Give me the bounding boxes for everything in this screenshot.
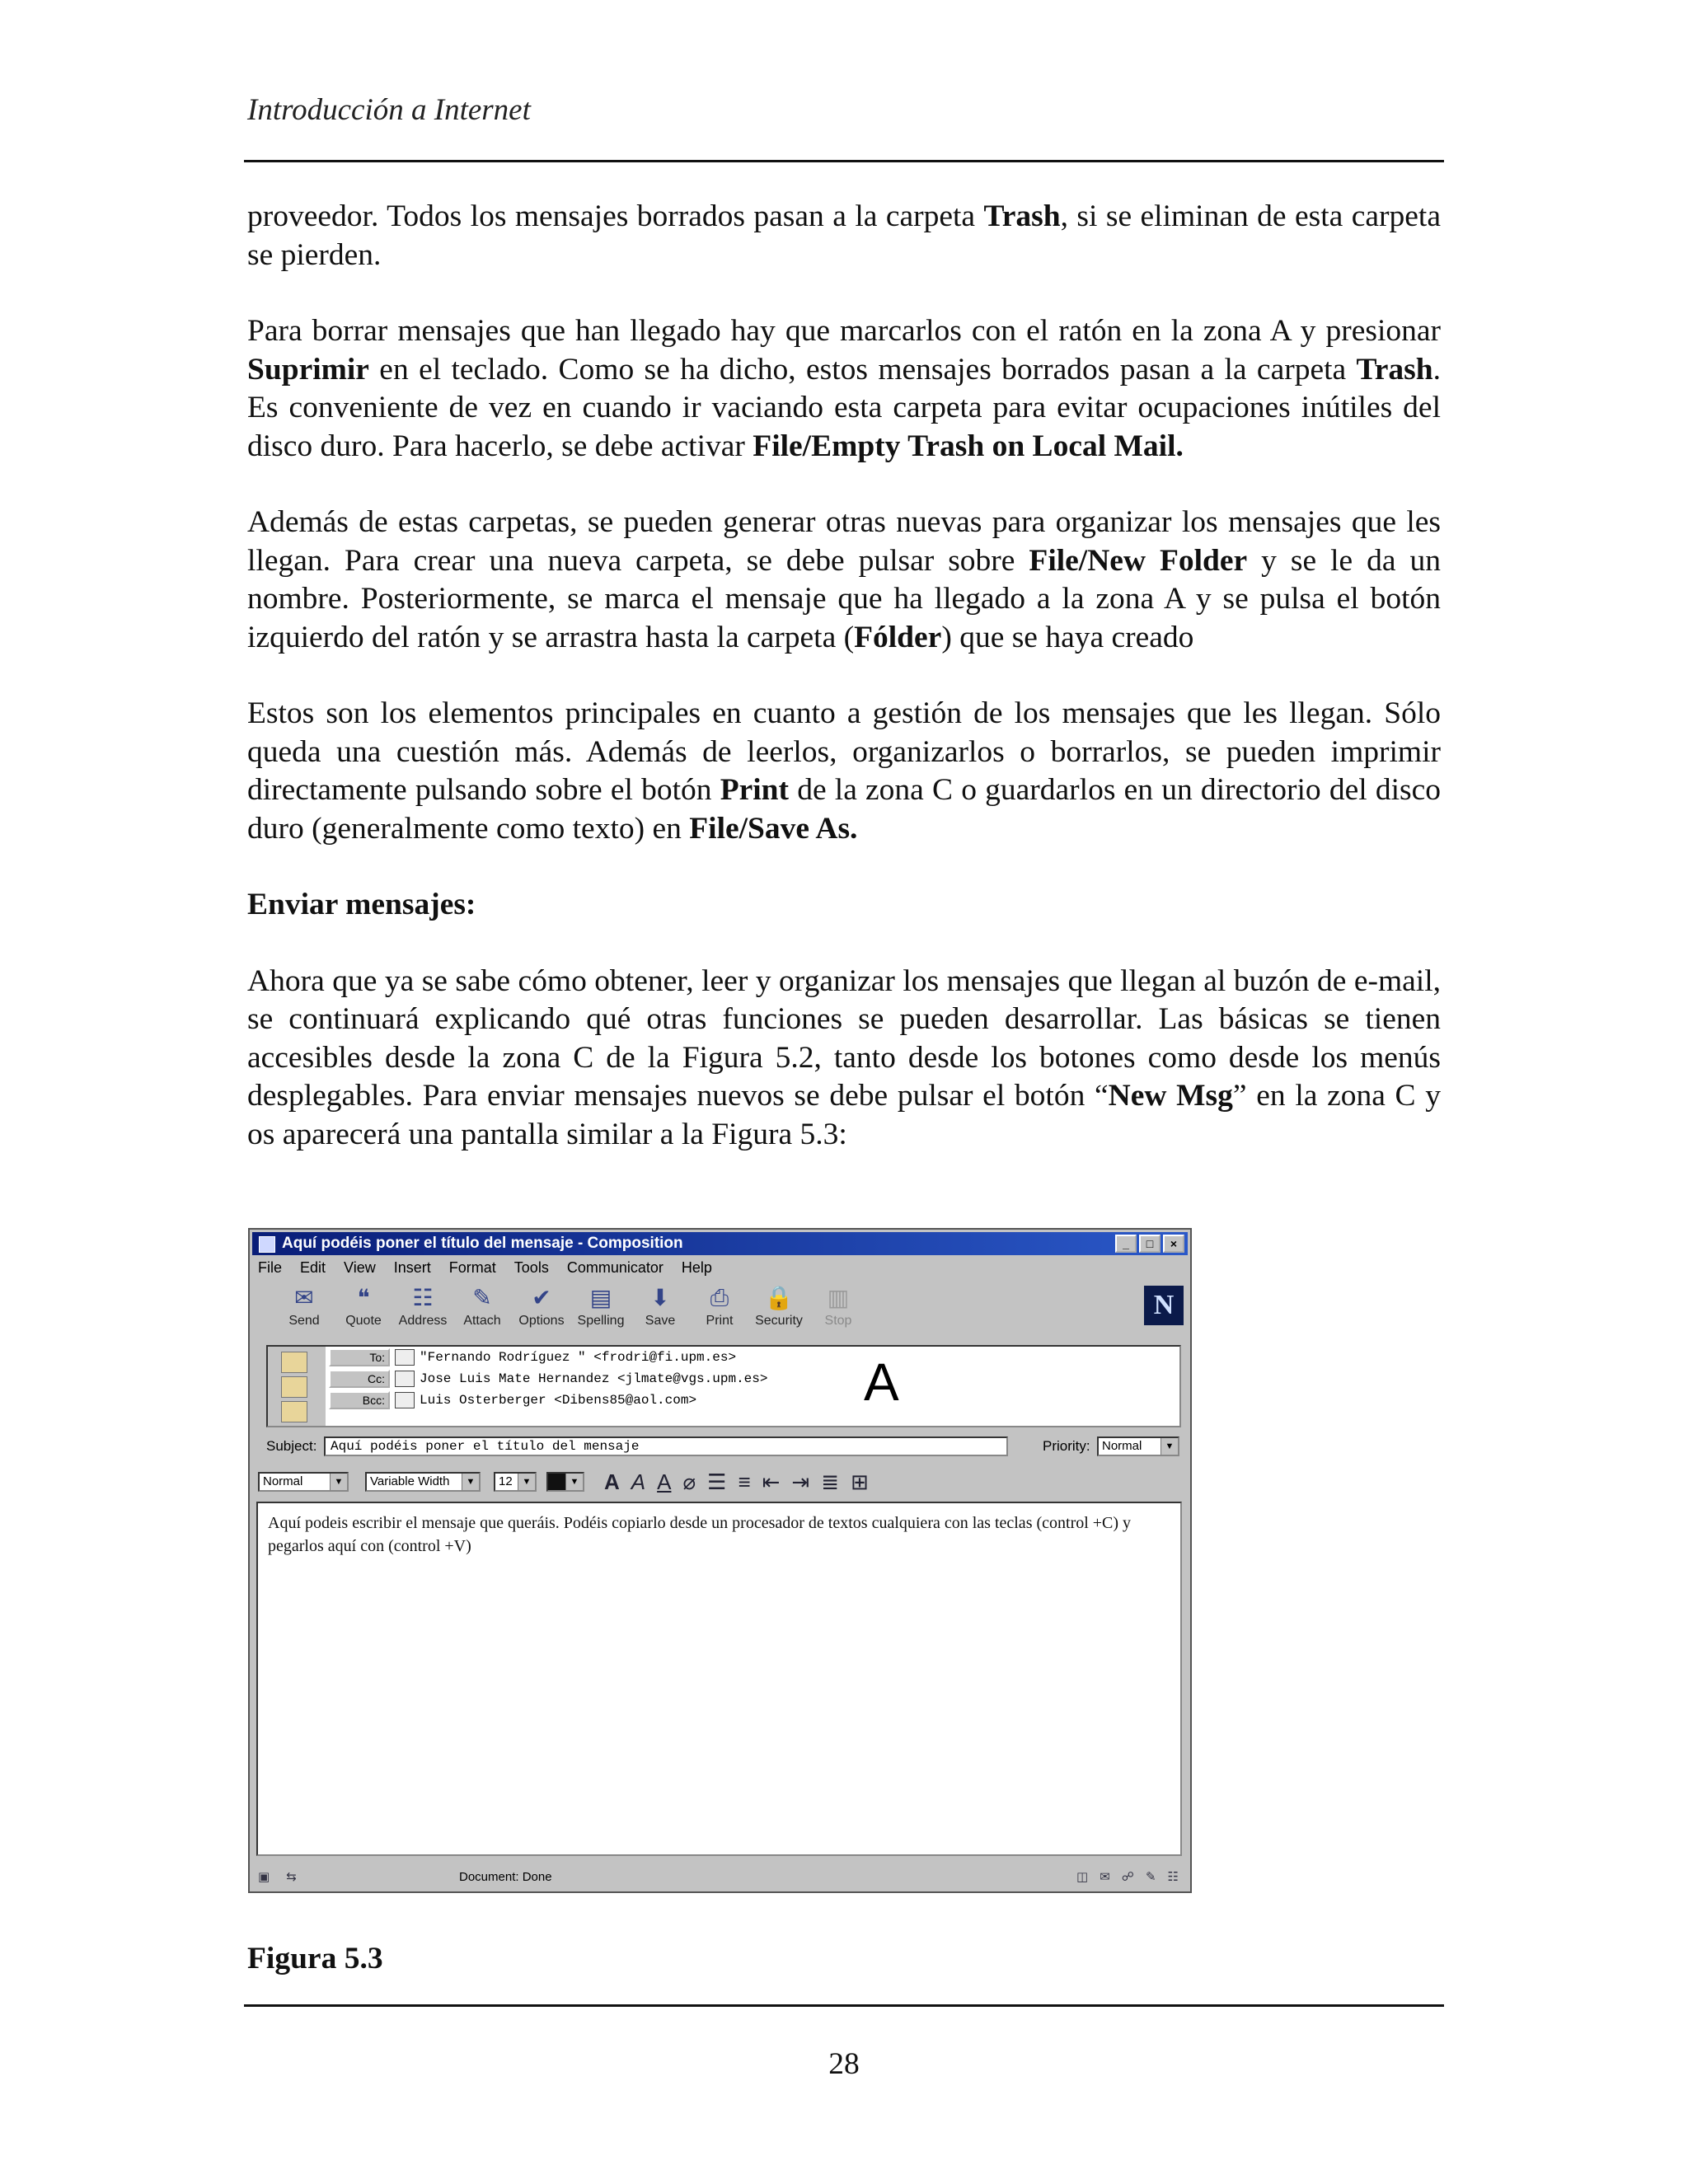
- menu-bar: [258, 1259, 712, 1277]
- mail-icon[interactable]: ✉: [1100, 1870, 1110, 1884]
- chevron-down-icon: ▼: [1160, 1438, 1178, 1455]
- send-icon: ✉: [294, 1285, 314, 1310]
- options-button[interactable]: ✔ Options: [518, 1285, 565, 1328]
- paragraph-5: Ahora que ya se sabe cómo obtener, leer y organizar los mensajes que llegan al buzón de e-mail, se continuará explicando qué otras funciones se pueden desarrollar. Las básicas se tienen accesibles desde la zona C de la Figura 5.2, tanto desde los botones como desde los menús desplegables. Para enviar mensajes nuevos se debe pulsar el botón “New Msg” en la zona C y os aparecerá una pantalla similar a la Figura 5.3:: [247, 963, 1441, 1151]
- printer-icon: ⎙: [710, 1285, 729, 1310]
- toolbar: [278, 1284, 865, 1329]
- message-body[interactable]: Aquí podeis escribir el mensaje que queráis. Podéis copiarlo desde un procesador de textos cualquiera con las teclas (control +C) y pegarlos aquí con (control +V): [256, 1502, 1182, 1856]
- address-card-icon: [395, 1349, 415, 1366]
- address-book-icon[interactable]: ☷: [1167, 1870, 1179, 1884]
- stop-icon: ▥: [827, 1285, 850, 1310]
- window-controls: [1115, 1235, 1184, 1253]
- clear-styles-icon[interactable]: ⌀: [682, 1469, 696, 1494]
- quote-icon: ❝: [357, 1285, 370, 1310]
- subject-input[interactable]: Aquí podéis poner el título del mensaje: [324, 1436, 1008, 1456]
- print-button[interactable]: ⎙ Print: [693, 1284, 746, 1329]
- chevron-down-icon: ▼: [518, 1474, 535, 1490]
- bulleted-list-icon[interactable]: ☰: [707, 1469, 727, 1494]
- subject-label: Subject:: [266, 1438, 317, 1454]
- underline-icon[interactable]: A: [657, 1469, 672, 1494]
- header-rule: [244, 160, 1444, 162]
- paragraph-4: Estos son los elementos principales en cuanto a gestión de los mensajes que les llegan. Sólo queda una cuestión más. Además de leerlos, organizarlos o borrarlos, se pueden imprimir directamente pulsando sobre el botón Print de la zona C o guardarlos en un directorio del disco duro (generalmente como texto) en File/Save As.: [247, 696, 1441, 846]
- spelling-icon: ▤: [589, 1285, 612, 1310]
- address-button[interactable]: ☷ Address: [398, 1285, 448, 1328]
- footer-rule: [244, 2004, 1444, 2007]
- discussions-icon[interactable]: ☍: [1121, 1870, 1134, 1884]
- minimize-button[interactable]: _: [1115, 1235, 1137, 1253]
- component-bar: [1076, 1867, 1179, 1888]
- body-text: [247, 198, 1441, 1192]
- figure-caption: Figura 5.3: [247, 1942, 383, 1975]
- status-icons-left: [258, 1867, 297, 1888]
- close-button[interactable]: ×: [1163, 1235, 1184, 1253]
- maximize-button[interactable]: □: [1139, 1235, 1160, 1253]
- address-tabs: [268, 1347, 326, 1426]
- paragraph-style-select[interactable]: Normal ▼: [258, 1472, 349, 1492]
- status-bar: [253, 1867, 1187, 1888]
- address-tab-icon[interactable]: [281, 1352, 307, 1373]
- recipient-address[interactable]: "Fernando Rodríguez " <frodri@fi.upm.es>: [420, 1350, 737, 1365]
- running-header: Introducción a Internet: [247, 93, 531, 127]
- lock-icon: 🔒: [764, 1285, 794, 1310]
- spelling-button[interactable]: ▤ Spelling: [577, 1285, 625, 1328]
- address-card-icon: [395, 1371, 415, 1387]
- subject-row: [266, 1434, 1181, 1459]
- address-card-icon: [395, 1392, 415, 1408]
- italic-icon[interactable]: A: [631, 1469, 646, 1494]
- recipient-address[interactable]: Luis Osterberger <Dibens85@aol.com>: [420, 1393, 697, 1408]
- menu-tools[interactable]: Tools: [513, 1259, 549, 1276]
- menu-help[interactable]: Help: [681, 1259, 712, 1276]
- address-row-bcc[interactable]: [329, 1391, 696, 1413]
- priority-select[interactable]: Normal ▼: [1097, 1436, 1179, 1456]
- recipient-type-dropdown[interactable]: Bcc:: [329, 1391, 390, 1409]
- address-area: [266, 1345, 1181, 1427]
- app-icon: [259, 1236, 275, 1253]
- page-number: 28: [828, 2047, 860, 2081]
- chevron-down-icon: ▼: [330, 1474, 347, 1490]
- title-bar: [252, 1232, 1188, 1255]
- menu-communicator[interactable]: Communicator: [566, 1259, 663, 1276]
- menu-edit[interactable]: Edit: [300, 1259, 326, 1276]
- numbered-list-icon[interactable]: ≡: [738, 1469, 751, 1494]
- recipient-type-dropdown[interactable]: Cc:: [329, 1370, 390, 1388]
- send-button[interactable]: ✉ Send: [288, 1285, 320, 1328]
- format-toolbar: [258, 1469, 1181, 1497]
- status-text: Document: Done: [459, 1870, 552, 1884]
- align-icon[interactable]: ≣: [821, 1469, 839, 1494]
- format-buttons: [604, 1469, 869, 1495]
- zone-marker-a: A: [864, 1352, 899, 1412]
- recipient-type-dropdown[interactable]: To:: [329, 1348, 390, 1366]
- menu-format[interactable]: Format: [448, 1259, 496, 1276]
- window-title: Aquí podéis poner el título del mensaje - Composition: [282, 1235, 683, 1252]
- section-title: Enviar mensajes:: [247, 888, 476, 921]
- navigator-icon[interactable]: ◫: [1076, 1870, 1089, 1884]
- netscape-logo: N: [1144, 1286, 1184, 1325]
- insert-object-icon[interactable]: ⊞: [851, 1469, 869, 1494]
- attachment-tab-icon[interactable]: [281, 1376, 307, 1398]
- save-button[interactable]: ⬇ Save: [645, 1285, 676, 1328]
- address-row-cc[interactable]: [329, 1370, 767, 1391]
- chevron-down-icon: ▼: [462, 1474, 479, 1490]
- menu-insert[interactable]: Insert: [393, 1259, 431, 1276]
- composition-window-screenshot: [248, 1228, 1192, 1893]
- save-icon: ⬇: [650, 1285, 670, 1310]
- options-tab-icon[interactable]: [281, 1401, 307, 1422]
- decrease-indent-icon[interactable]: ⇤: [762, 1469, 781, 1494]
- bold-icon[interactable]: A: [604, 1469, 620, 1494]
- recipient-address[interactable]: Jose Luis Mate Hernandez <jlmate@vgs.upm.es>: [420, 1371, 768, 1386]
- paperclip-icon: ✎: [472, 1285, 492, 1310]
- increase-indent-icon[interactable]: ⇥: [791, 1469, 810, 1494]
- menu-file[interactable]: File: [258, 1259, 283, 1276]
- paragraph-1: proveedor. Todos los mensajes borrados pasan a la carpeta Trash, si se eliminan de esta carpeta se pierden.: [247, 199, 1441, 272]
- address-book-icon: ☷: [412, 1285, 434, 1310]
- composer-icon[interactable]: ✎: [1145, 1870, 1156, 1884]
- security-button[interactable]: 🔒 Security: [755, 1285, 803, 1328]
- options-icon: ✔: [532, 1285, 551, 1310]
- chevron-down-icon: ▼: [565, 1474, 583, 1490]
- priority-label: Priority:: [1043, 1438, 1090, 1454]
- security-status-icon[interactable]: ▣: [258, 1870, 270, 1884]
- connection-status-icon[interactable]: ⇆: [286, 1870, 297, 1884]
- attach-button[interactable]: ✎ Attach: [463, 1285, 501, 1328]
- paragraph-3: Además de estas carpetas, se pueden generar otras nuevas para organizar los mensajes que les llegan. Para crear una nueva carpeta, se debe pulsar sobre File/New Folder y se le da un nombre. Posteriormente, se marca el mensaje que ha llegado a la zona A y se pulsa el botón izquierdo del ratón y se arrastra hasta la carpeta (Fólder) que se haya creado: [247, 505, 1441, 654]
- font-face-select[interactable]: Variable Width ▼: [365, 1472, 481, 1492]
- quote-button[interactable]: ❝ Quote: [345, 1285, 382, 1328]
- paragraph-2: Para borrar mensajes que han llegado hay que marcarlos con el ratón en la zona A y presionar Suprimir en el teclado. Como se ha dicho, estos mensajes borrados pasan a la carpeta Trash. Es conveniente de vez en cuando ir vaciando esta carpeta para evitar ocupaciones inútiles del disco duro. Para hacerlo, se debe activar File/Empty Trash on Local Mail.: [247, 314, 1441, 463]
- font-size-select[interactable]: 12 ▼: [494, 1472, 537, 1492]
- address-row-to[interactable]: [329, 1348, 736, 1370]
- menu-view[interactable]: View: [344, 1259, 376, 1276]
- stop-button[interactable]: ▥ Stop: [812, 1284, 865, 1329]
- text-color-select[interactable]: [546, 1472, 584, 1492]
